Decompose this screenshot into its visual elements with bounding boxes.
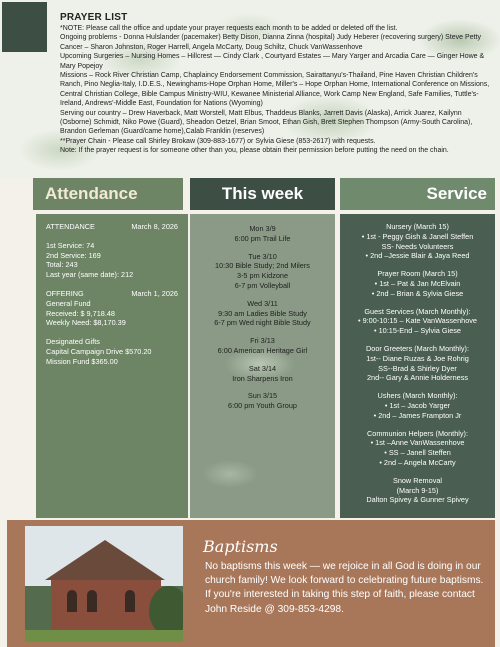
week-event-block bbox=[190, 336, 335, 356]
service-block bbox=[340, 222, 495, 261]
service-block bbox=[340, 391, 495, 420]
attendance-date: March 8, 2026 bbox=[131, 222, 178, 231]
service-block bbox=[340, 307, 495, 336]
service-line: • 2nd – James Frampton Jr bbox=[373, 410, 462, 420]
service-line: • 2nd – Brian & Sylvia Giese bbox=[371, 288, 464, 298]
week-event-line: 6-7 pm Wed night Bible Study bbox=[214, 318, 311, 328]
prayer-list-lines bbox=[60, 24, 492, 156]
service-line: 1st-- Diane Ruzas & Joe Rohrig bbox=[366, 353, 469, 363]
prayer-list-title: PRAYER LIST bbox=[60, 12, 128, 23]
service-line: • 2nd – Angela McCarty bbox=[379, 457, 456, 467]
week-event-line: Tue 3/10 bbox=[248, 251, 277, 261]
service-block bbox=[340, 269, 495, 298]
prayer-line: Note: If the prayer request is for someone other than you, please obtain their permission before putting the need on the chain. bbox=[60, 147, 449, 155]
week-event-line: Sun 3/15 bbox=[247, 391, 278, 401]
baptisms-title: Baptisms bbox=[203, 537, 278, 556]
week-event-line: Sat 3/14 bbox=[248, 363, 277, 373]
prayer-line: Cancer – Sharon Johnston, Roger Harrell, Angela McCarty, Doug Schiltz, Chuck VanWassenhove bbox=[60, 43, 363, 51]
first-service-count: 1st Service: 74 bbox=[46, 240, 95, 250]
general-fund-label: General Fund bbox=[46, 298, 91, 308]
week-event-line: Wed 3/11 bbox=[247, 298, 278, 308]
service-line: Snow Removal bbox=[392, 475, 443, 485]
service-line: Nursery (March 15) bbox=[386, 222, 449, 231]
service-line: • 1st –Anne VanWassenhove bbox=[370, 438, 465, 448]
service-line: • 1st – Pat & Jan McElvain bbox=[374, 278, 461, 288]
corner-accent-box bbox=[2, 2, 47, 52]
baptisms-text: No baptisms this week — we rejoice in all God is doing in our church family! We look forward to celebrating future baptisms. If you're interested in taking this step of faith, please contact John Reside @ 309-853-4298. bbox=[205, 561, 484, 615]
service-line: • 2nd –Jessie Blair & Jaya Reed bbox=[365, 251, 470, 261]
week-event-line: 6:00 pm Youth Group bbox=[228, 401, 297, 411]
received-amount: Received: $ 9,718.48 bbox=[46, 308, 115, 318]
service-line: • 9:00-10:15 – Kate VanWassenhove bbox=[358, 316, 477, 326]
week-event-block bbox=[190, 391, 335, 411]
service-line: Communion Helpers (Monthly): bbox=[367, 428, 468, 438]
service-line: • 1st - Peggy Gish & Janell Steffen bbox=[361, 231, 474, 241]
service-line: • 1st – Jacob Yarger bbox=[384, 400, 451, 410]
service-line: SS- Needs Volunteers bbox=[381, 241, 454, 251]
week-event-line: 10:30 Bible Study; 2nd Milers bbox=[215, 261, 310, 271]
week-event-block bbox=[190, 224, 335, 244]
prayer-line: Missions – Rock River Christian Camp, Chaplaincy Endorsement Commission, Sairattanyu's-Thailand, Pine Haven Christian Children's Ranch, Pino Neglia-Italy, I.D.E.S., Newinghams-Hope Orphan Home, Miller's – Hope Orphan Home, International Conference on Missions, Central Christian College, Bible Campus Ministry-WIU, Kewanee Ministerial Alliance, Work Camp New England, Safe Families, Tuttle's-Ireland, Andrews'-Middle East, Foundation for Nations (Wyoming) bbox=[60, 72, 490, 108]
last-year-count: Last year (same date): 212 bbox=[46, 270, 134, 280]
this-week-header: This week bbox=[190, 178, 335, 210]
week-event-line: Fri 3/13 bbox=[250, 336, 275, 346]
prayer-line: Ongoing problems - Donna Hulslander (pacemaker) Betty Dison, Dianna Zinna (hospital) Judy Heberer (recovering surgery) Steve Petty bbox=[60, 34, 481, 42]
service-line: • 10:15-End – Sylvia Giese bbox=[374, 326, 461, 336]
week-event-line: Iron Sharpens Iron bbox=[232, 373, 293, 383]
service-line: SS--Brad & Shirley Dyer bbox=[378, 363, 457, 373]
service-line: Ushers (March Monthly): bbox=[377, 391, 458, 401]
service-line: 2nd-- Gary & Annie Holderness bbox=[367, 373, 468, 383]
service-column bbox=[340, 214, 495, 518]
prayer-line: **Prayer Chain - Please call Shirley Brokaw (309-883-1677) or Sylvia Giese (853-2617) with requests. bbox=[60, 137, 376, 145]
weekly-need-amount: Weekly Need: $8,170.39 bbox=[46, 318, 126, 328]
this-week-column bbox=[190, 214, 335, 518]
week-event-line: 6-7 pm Volleyball bbox=[234, 280, 291, 290]
designated-gifts-label: Designated Gifts bbox=[46, 337, 100, 347]
week-event-line: 6:00 pm Trail Life bbox=[234, 233, 291, 243]
week-event-line: 3-5 pm Kidzone bbox=[236, 271, 289, 281]
attendance-label: ATTENDANCE bbox=[46, 222, 95, 231]
service-line: Door Greeters (March Monthly): bbox=[366, 343, 469, 353]
second-service-count: 2nd Service: 169 bbox=[46, 250, 101, 260]
offering-date: March 1, 2026 bbox=[131, 288, 178, 298]
week-event-block bbox=[190, 252, 335, 291]
offering-label: OFFERING bbox=[46, 288, 84, 298]
service-line: • SS – Janell Steffen bbox=[384, 448, 451, 458]
service-line: Dalton Spivey & Gunner Spivey bbox=[366, 495, 469, 505]
service-block bbox=[340, 429, 495, 468]
prayer-list-section bbox=[60, 12, 492, 156]
prayer-line: Upcoming Surgeries – Nursing Homes – Hillcrest — Cindy Clark , Courtyard Estates — Mary Yarger and Arcadia Care — Ginger Howe & Mary Popejoy bbox=[60, 53, 485, 70]
service-block bbox=[340, 476, 495, 505]
mission-fund-amount: Mission Fund $365.00 bbox=[46, 356, 118, 366]
week-event-line: Mon 3/9 bbox=[249, 224, 276, 233]
week-event-block bbox=[190, 364, 335, 384]
week-event-line: 6:00 American Heritage Girl bbox=[217, 345, 308, 355]
service-line: Prayer Room (March 15) bbox=[377, 269, 458, 279]
church-photo bbox=[25, 526, 183, 642]
prayer-line: *NOTE: Please call the office and update your prayer requests each month to be added or deleted off the list. bbox=[60, 25, 398, 32]
attendance-header: Attendance bbox=[33, 178, 183, 210]
total-count: Total: 243 bbox=[46, 260, 78, 270]
prayer-line: Serving our country – Drew Haverback, Matt Worstell, Matt Elbus, Thaddeus Blanks, Jarrett Davis (Alaska), Arrick Juarez, Kailynn (Osborne) Schmidt, Niko Powe (Guard), Sheadon Oetzel, Brian Smoot, Ethan Gish, Brett Stephen Thompson (Army-South Carolina), Brandon Gerleman (Guard/came home),Calab Franklin (reserves) bbox=[60, 109, 473, 136]
service-header: Service bbox=[340, 178, 495, 210]
capital-campaign-amount: Capital Campaign Drive $570.20 bbox=[46, 346, 152, 356]
service-block bbox=[340, 344, 495, 383]
week-event-block bbox=[190, 299, 335, 328]
attendance-column bbox=[36, 214, 188, 518]
service-line: (March 9-15) bbox=[396, 485, 439, 495]
service-line: Guest Services (March Monthly): bbox=[364, 306, 471, 316]
week-event-line: 9:30 am Ladies Bible Study bbox=[218, 308, 307, 318]
